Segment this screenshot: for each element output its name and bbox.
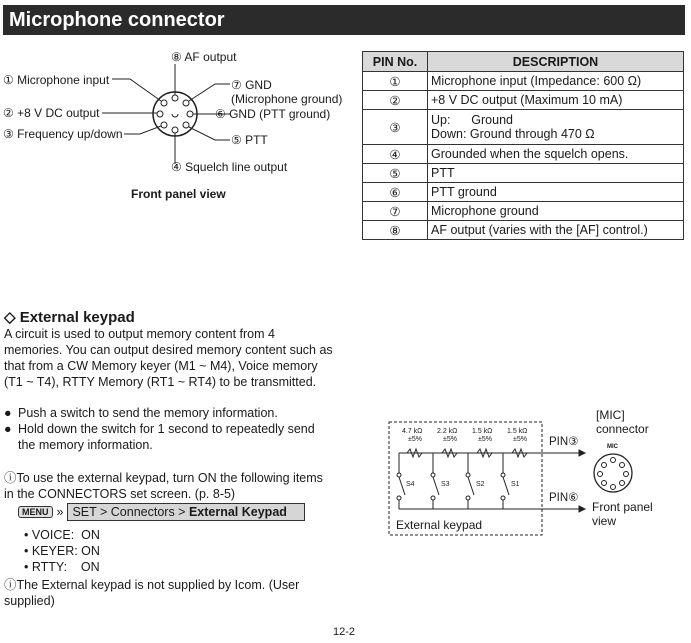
info-note: ⓘTo use the external keypad, turn ON the following items in the CONNECTORS set screen. (p. 8-5) [4, 471, 323, 501]
settings-options [24, 527, 100, 575]
option-rtty: • RTTY: ON [24, 560, 100, 574]
pin7-label: ⑦ GND [231, 78, 272, 92]
bullet-text: Hold down the switch for 1 second to repeatedly send the memory information. [18, 422, 315, 452]
path-separator: » [56, 505, 64, 519]
pin6-label: ⑥ GND (PTT ground) [215, 107, 331, 121]
switch-s1-label: S1 [511, 481, 520, 488]
pin-cell: ④ [363, 145, 428, 164]
desc-cell: +8 V DC output (Maximum 10 mA) [428, 91, 684, 110]
keypad-intro: A circuit is used to output memory content from 4 memories. You can output desired memory content such as that from a CW Memory keyer (M1 ~ M4), Voice memory (T1 ~ T4), RTTY Memory (RT1 ~ RT4) to be transmitted. [4, 327, 333, 389]
menu-path [18, 503, 305, 521]
front-panel-label-1: Front panel [592, 500, 653, 514]
menu-key: MENU [18, 506, 53, 518]
resistor-4-tolerance: ±5% [513, 436, 527, 443]
option-voice: • VOICE: ON [24, 528, 100, 542]
table-row [363, 164, 684, 183]
pin-cell: ⑤ [363, 164, 428, 183]
mic-connector-label-2: connector [596, 422, 649, 436]
table-row [363, 145, 684, 164]
resistor-2-tolerance: ±5% [443, 436, 457, 443]
desc-cell: Microphone input (Impedance: 600 Ω) [428, 72, 684, 91]
table-row [363, 72, 684, 91]
pin4-label: ④ Squelch line output [171, 160, 288, 174]
path-prefix: SET > Connectors > [72, 505, 189, 519]
pin5-label: ⑤ PTT [231, 133, 268, 147]
mic-connector-diagram [0, 44, 360, 204]
resistor-4-value: 1.5 kΩ [507, 428, 528, 435]
pin3-circuit-label: PIN③ [549, 436, 579, 448]
desc-cell: Microphone ground [428, 202, 684, 221]
table-row [363, 183, 684, 202]
bullet-icon: ● [4, 406, 12, 420]
desc-cell: Grounded when the squelch opens. [428, 145, 684, 164]
table-row [363, 202, 684, 221]
desc-cell: AF output (varies with the [AF] control.) [428, 221, 684, 240]
table-row [363, 221, 684, 240]
switch-s3-label: S3 [441, 481, 450, 488]
table-row [363, 91, 684, 110]
pin-cell: ⑧ [363, 221, 428, 240]
description-header: DESCRIPTION [428, 52, 684, 72]
pin8-label: ⑧ AF output [171, 50, 237, 64]
switch-s4-label: S4 [406, 481, 415, 488]
connector-caption: Front panel view [131, 187, 226, 201]
bullet-list [4, 405, 334, 453]
desc-down: Down: Ground through 470 Ω [431, 127, 595, 141]
path-target: External Keypad [188, 505, 287, 519]
pin2-label: ② +8 V DC output [3, 106, 100, 120]
resistor-3-value: 1.5 kΩ [472, 428, 493, 435]
front-panel-label-2: view [592, 514, 617, 528]
mic-small-label: MIC [607, 444, 618, 450]
pin1-label: ① Microphone input [3, 73, 110, 87]
desc-cell: PTT ground [428, 183, 684, 202]
resistor-1-tolerance: ±5% [408, 436, 422, 443]
pin-cell: ⑦ [363, 202, 428, 221]
resistor-1-value: 4.7 kΩ [402, 428, 423, 435]
desc-cell: PTT [428, 164, 684, 183]
option-keyer: • KEYER: ON [24, 544, 100, 558]
resistor-2-value: 2.2 kΩ [437, 428, 458, 435]
resistor-3-tolerance: ±5% [478, 436, 492, 443]
bullet-icon: ● [4, 422, 12, 436]
pin-cell: ① [363, 72, 428, 91]
info-note: ⓘThe External keypad is not supplied by Icom. (User supplied) [4, 578, 300, 608]
external-keypad-label: External keypad [396, 518, 483, 532]
path-box [67, 503, 305, 521]
pin3-label: ③ Frequency up/down [3, 127, 123, 141]
mic-connector-label-1: [MIC] [596, 408, 625, 422]
desc-cell [428, 110, 684, 145]
table-row [363, 110, 684, 145]
list-item [4, 405, 334, 421]
section-heading: ◇ External keypad [4, 309, 135, 326]
pin-cell: ③ [363, 110, 428, 145]
pin-cell: ⑥ [363, 183, 428, 202]
pin6-circuit-label: PIN⑥ [549, 492, 579, 504]
list-item [4, 421, 334, 453]
pin7-sub-label: (Microphone ground) [231, 92, 343, 106]
page-title: Microphone connector [3, 5, 685, 35]
switch-s2-label: S2 [476, 481, 485, 488]
page-number: 12-2 [333, 626, 356, 638]
desc-up: Up: Ground [431, 113, 513, 127]
bullet-text: Push a switch to send the memory information. [18, 406, 278, 420]
pin-table [362, 51, 684, 240]
pin-header: PIN No. [363, 52, 428, 72]
pin-cell: ② [363, 91, 428, 110]
